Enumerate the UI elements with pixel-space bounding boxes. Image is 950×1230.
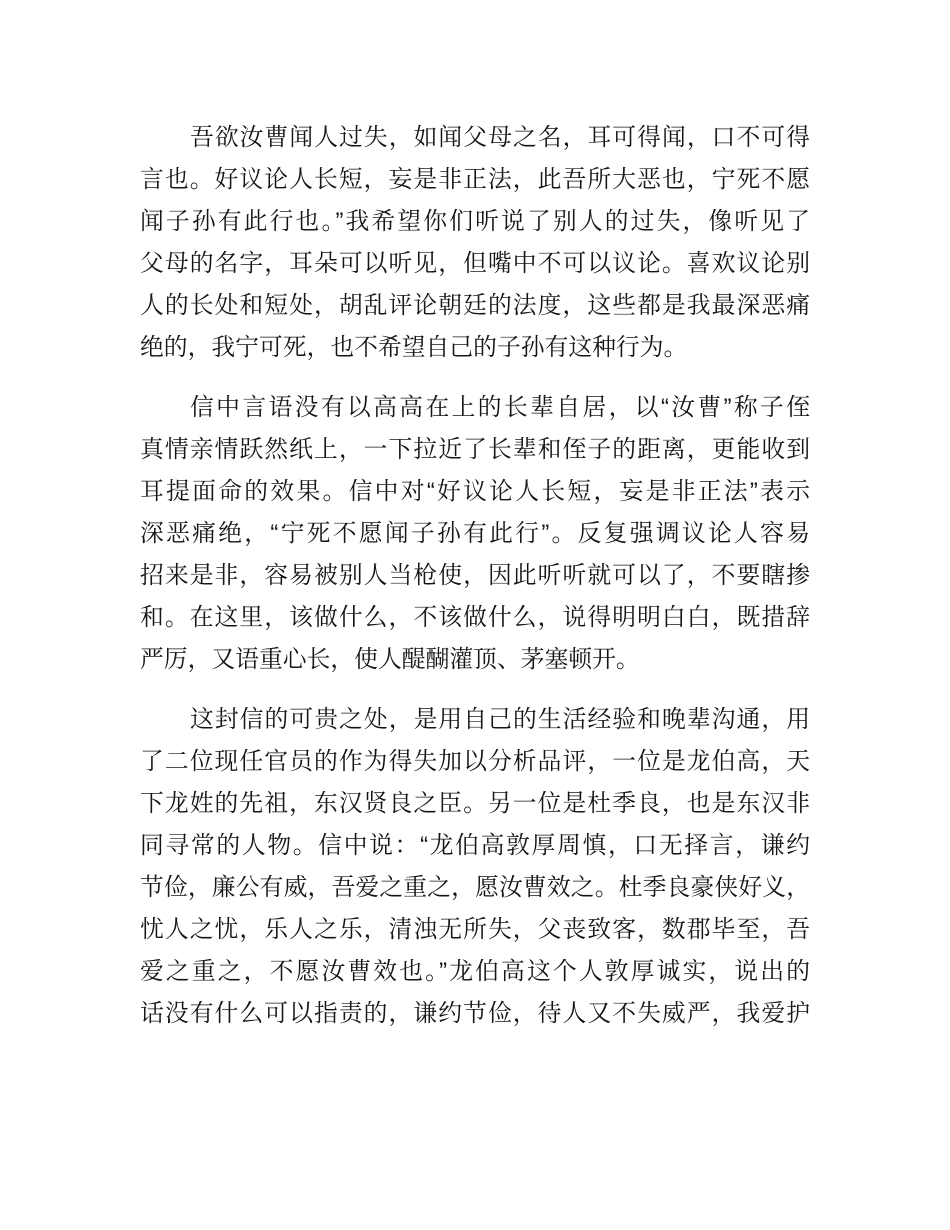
text-line: 招来是非，容易被别人当枪使，因此听听就可以了，不要瞎掺 xyxy=(140,562,810,589)
text-line: 忧人之忧，乐人之乐，清浊无所失，父丧致客，数郡毕至，吾 xyxy=(140,916,810,943)
text-line: 这封信的可贵之处，是用自己的生活经验和晚辈沟通，用 xyxy=(190,706,810,733)
text-line: 闻子孙有此行也。”我希望你们听说了别人的过失，像听见了 xyxy=(140,208,810,235)
paragraph xyxy=(140,387,810,681)
text-line: 言也。好议论人长短，妄是非正法，此吾所大恶也，宁死不愿 xyxy=(140,166,810,193)
text-line: 了二位现任官员的作为得失加以分析品评，一位是龙伯高，天 xyxy=(140,748,810,775)
text-line: 爱之重之，不愿汝曹效也。”龙伯高这个人敦厚诚实，说出的 xyxy=(140,958,810,985)
text-line: 吾欲汝曹闻人过失，如闻父母之名，耳可得闻，口不可得 xyxy=(190,124,810,151)
text-line: 和。在这里，该做什么，不该做什么，说得明明白白，既措辞 xyxy=(140,604,810,631)
text-line: 真情亲情跃然纸上，一下拉近了长辈和侄子的距离，更能收到 xyxy=(140,436,810,463)
paragraph xyxy=(140,699,810,1035)
text-line: 信中言语没有以高高在上的长辈自居，以“汝曹”称子侄 xyxy=(190,394,810,421)
text-line: 下龙姓的先祖，东汉贤良之臣。另一位是杜季良，也是东汉非 xyxy=(140,790,810,817)
text-line: 耳提面命的效果。信中对“好议论人长短，妄是非正法”表示 xyxy=(140,478,810,505)
text-line: 父母的名字，耳朵可以听见，但嘴中不可以议论。喜欢议论别 xyxy=(140,250,810,277)
text-line: 深恶痛绝，“宁死不愿闻子孙有此行”。反复强调议论人容易 xyxy=(140,520,810,547)
text-line: 绝的，我宁可死，也不希望自己的子孙有这种行为。 xyxy=(140,334,688,361)
text-line: 严厉，又语重心长，使人醍醐灌顶、茅塞顿开。 xyxy=(140,646,640,673)
text-line: 话没有什么可以指责的，谦约节俭，待人又不失威严，我爱护 xyxy=(140,1000,810,1027)
text-line: 人的长处和短处，胡乱评论朝廷的法度，这些都是我最深恶痛 xyxy=(140,292,810,319)
text-line: 同寻常的人物。信中说：“龙伯高敦厚周慎，口无择言，谦约 xyxy=(140,832,810,859)
text-line: 节俭，廉公有威，吾爱之重之，愿汝曹效之。杜季良豪侠好义， xyxy=(140,874,810,901)
paragraph xyxy=(140,117,810,369)
essay-text-block xyxy=(140,117,810,1035)
